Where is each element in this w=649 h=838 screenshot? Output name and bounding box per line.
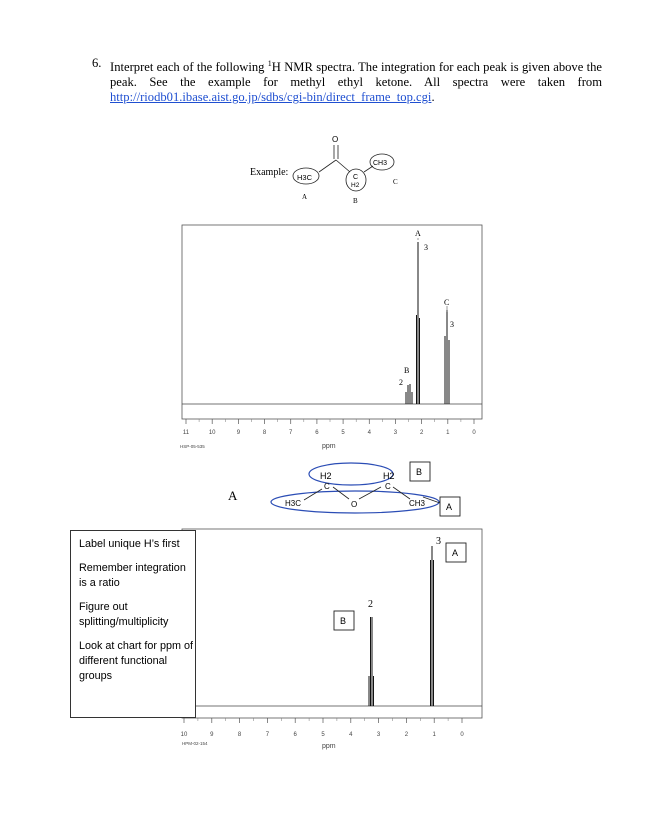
example-label: Example:: [250, 167, 289, 178]
example-bond-2: [336, 160, 350, 172]
spectrum1-code: HSP-05-535: [180, 444, 205, 449]
axis-tick-label: 6: [315, 430, 319, 436]
axis-tick-label: 6: [293, 732, 297, 738]
axis-tick-label: 11: [182, 430, 190, 436]
example-bond-1: [319, 160, 336, 172]
molecule2-h3c: H3C: [285, 499, 302, 508]
example-ch2-h: H2: [351, 182, 360, 189]
spectrum1-int-b: 2: [399, 378, 403, 387]
spectrum2-box-b-label: B: [340, 616, 347, 626]
spectrum1-tick-labels: [183, 430, 476, 436]
axis-tick-label: 4: [367, 430, 371, 436]
axis-tick-label: 10: [180, 732, 188, 738]
spectrum2-peaks: [369, 546, 434, 706]
axis-tick-label: 5: [341, 430, 345, 436]
tips-box: [70, 530, 196, 718]
spectrum1-peaks: [406, 242, 449, 404]
axis-tick-label: 2: [419, 430, 424, 436]
molecule2-box-b-label: B: [416, 467, 423, 477]
axis-tick-label: 2: [404, 732, 409, 738]
example-ch2-c: C: [353, 174, 359, 181]
molecule2-label: A: [228, 488, 238, 503]
question-text-end: .: [431, 90, 435, 105]
axis-tick-label: 0: [472, 430, 476, 436]
molecule2-oxygen: O: [351, 500, 358, 509]
axis-tick-label: 5: [321, 732, 325, 738]
example-bond-3: [364, 166, 373, 172]
axis-tick-label: 1: [432, 732, 436, 738]
example-oxygen: O: [332, 135, 339, 144]
axis-tick-label: 1: [446, 430, 450, 436]
tip-4: Look at chart for ppm of different functional groups: [79, 640, 194, 682]
question-number: 6.: [92, 56, 102, 70]
spectrum1-ticks: [186, 419, 474, 424]
spectrum1-letter-a: A: [415, 229, 421, 238]
axis-tick-label: 9: [210, 732, 214, 738]
axis-tick-label: 9: [236, 430, 241, 436]
spectrum2-ticks: [184, 718, 462, 723]
axis-tick-label: 3: [376, 732, 381, 738]
axis-tick-label: 10: [208, 430, 216, 436]
spectrum2-int-right: 3: [436, 536, 441, 547]
molecule2-h2-left: H2: [320, 471, 332, 481]
spectrum1-axis-unit: ppm: [322, 443, 336, 450]
example-ch3: CH3: [373, 160, 388, 167]
spectrum1-letter-b: B: [404, 366, 410, 375]
spectrum2-axis-unit: ppm: [322, 743, 336, 750]
question-superscript: 1: [267, 59, 272, 68]
axis-tick-label: 7: [265, 732, 270, 738]
spectrum2-box-a-label: A: [452, 548, 459, 558]
axis-tick-label: 7: [289, 430, 293, 436]
spectrum2-tick-labels: [181, 732, 465, 738]
molecule2-h2-right: H2: [383, 471, 395, 481]
example-h3c: H3C: [297, 173, 313, 182]
axis-tick-label: 8: [237, 732, 242, 738]
molecule2-ch3: CH3: [409, 499, 426, 508]
tip-3: Figure out splitting/multiplicity: [79, 601, 169, 628]
molecule2-c-right: C: [385, 482, 391, 491]
spectrum1-letter-c: C: [444, 298, 450, 307]
example-letter-c: C: [393, 178, 398, 186]
spectrum2-code: HPM-02-154: [182, 741, 208, 746]
molecule2-box-a-label: A: [446, 502, 453, 512]
spectrum1-int-a: 3: [424, 243, 428, 252]
axis-tick-label: 4: [349, 732, 353, 738]
spectrum2-frame: [182, 529, 482, 718]
spectrum1-frame: [182, 225, 482, 419]
tip-2: Remember integration is a ratio: [79, 562, 186, 589]
axis-tick-label: 8: [262, 430, 267, 436]
sdbs-link[interactable]: http://riodb01.ibase.aist.go.jp/sdbs/cgi-bin/direct_frame_top.cgi: [110, 90, 432, 105]
molecule2-c-left: C: [324, 482, 330, 491]
example-letter-a: A: [302, 193, 308, 201]
spectrum1-int-c: 3: [450, 320, 454, 329]
molecule2-bonds: [304, 487, 410, 500]
example-letter-b: B: [353, 197, 358, 205]
tip-1: Label unique H’s first: [79, 538, 180, 550]
question-text-part1: Interpret each of the following: [110, 60, 268, 75]
axis-tick-label: 0: [460, 732, 464, 738]
axis-tick-label: 3: [393, 430, 398, 436]
question-text-part2: H NMR spectra. The integration for each peak is given above the peak. See the example for methyl ethyl ketone. All spectra were taken from: [110, 60, 602, 90]
spectrum2-int-left: 2: [368, 599, 373, 610]
